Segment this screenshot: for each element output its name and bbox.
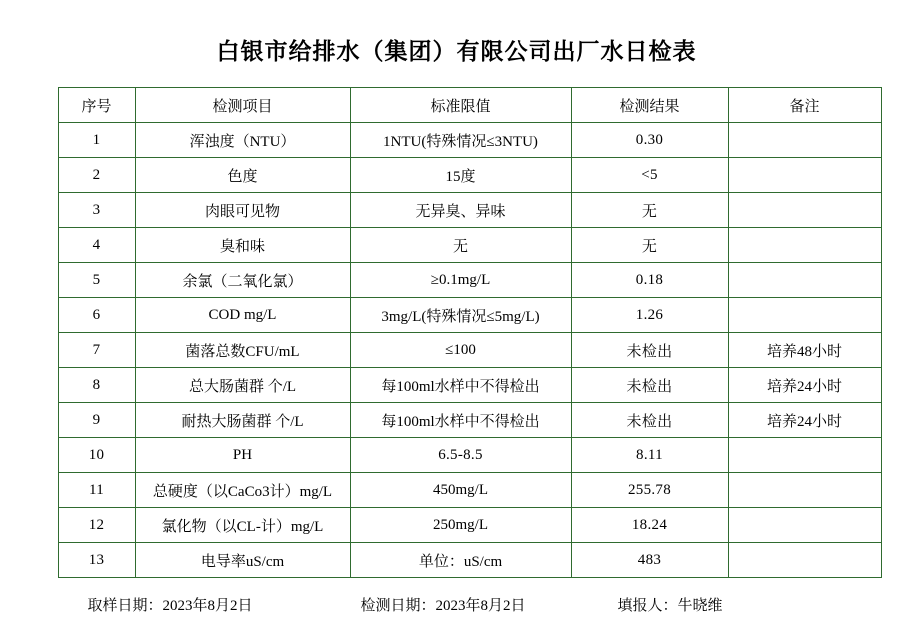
cell-no: 8 bbox=[58, 368, 135, 403]
cell-standard: 1NTU(特殊情况≤3NTU) bbox=[350, 123, 571, 158]
table-row bbox=[58, 298, 881, 333]
table-row bbox=[58, 263, 881, 298]
cell-item: 肉眼可见物 bbox=[135, 193, 350, 228]
cell-note bbox=[728, 508, 881, 543]
cell-item: 色度 bbox=[135, 158, 350, 193]
cell-result: 483 bbox=[571, 543, 728, 578]
cell-result: 未检出 bbox=[571, 368, 728, 403]
cell-note bbox=[728, 228, 881, 263]
cell-note bbox=[728, 123, 881, 158]
cell-no: 2 bbox=[58, 158, 135, 193]
cell-standard: 3mg/L(特殊情况≤5mg/L) bbox=[350, 298, 571, 333]
cell-note bbox=[728, 263, 881, 298]
cell-standard: 450mg/L bbox=[350, 473, 571, 508]
cell-result: 8.11 bbox=[571, 438, 728, 473]
cell-standard: ≤100 bbox=[350, 333, 571, 368]
cell-no: 11 bbox=[58, 473, 135, 508]
cell-result: 未检出 bbox=[571, 333, 728, 368]
cell-result: <5 bbox=[571, 158, 728, 193]
cell-result: 255.78 bbox=[571, 473, 728, 508]
cell-note bbox=[728, 543, 881, 578]
cell-note bbox=[728, 193, 881, 228]
cell-note bbox=[728, 158, 881, 193]
cell-item: COD mg/L bbox=[135, 298, 350, 333]
table-header bbox=[58, 88, 881, 123]
cell-standard: 250mg/L bbox=[350, 508, 571, 543]
cell-no: 4 bbox=[58, 228, 135, 263]
cell-no: 6 bbox=[58, 298, 135, 333]
cell-no: 3 bbox=[58, 193, 135, 228]
header-cell-result: 检测结果 bbox=[571, 88, 728, 123]
table-row bbox=[58, 403, 881, 438]
table-body bbox=[58, 123, 881, 578]
cell-standard: 无 bbox=[350, 228, 571, 263]
cell-standard: 每100ml水样中不得检出 bbox=[350, 403, 571, 438]
cell-no: 12 bbox=[58, 508, 135, 543]
cell-item: 氯化物（以CL-计）mg/L bbox=[135, 508, 350, 543]
cell-result: 18.24 bbox=[571, 508, 728, 543]
cell-result: 无 bbox=[571, 228, 728, 263]
cell-note bbox=[728, 438, 881, 473]
cell-item: 浑浊度（NTU） bbox=[135, 123, 350, 158]
cell-result: 0.30 bbox=[571, 123, 728, 158]
table-row bbox=[58, 333, 881, 368]
cell-standard: ≥0.1mg/L bbox=[350, 263, 571, 298]
cell-item: 总大肠菌群 个/L bbox=[135, 368, 350, 403]
sample-date: 取样日期：2023年8月2日 bbox=[87, 598, 253, 614]
header-cell-no: 序号 bbox=[58, 88, 135, 123]
cell-no: 1 bbox=[58, 123, 135, 158]
cell-item: 臭和味 bbox=[135, 228, 350, 263]
cell-item: 耐热大肠菌群 个/L bbox=[135, 403, 350, 438]
cell-note: 培养24小时 bbox=[728, 368, 881, 403]
cell-item: 总硬度（以CaCo3计）mg/L bbox=[135, 473, 350, 508]
cell-no: 7 bbox=[58, 333, 135, 368]
cell-note bbox=[728, 473, 881, 508]
cell-result: 未检出 bbox=[571, 403, 728, 438]
cell-note: 培养24小时 bbox=[728, 403, 881, 438]
cell-note: 培养48小时 bbox=[728, 333, 881, 368]
header-cell-standard: 标准限值 bbox=[350, 88, 571, 123]
cell-item: 余氯（二氧化氯） bbox=[135, 263, 350, 298]
cell-result: 0.18 bbox=[571, 263, 728, 298]
cell-no: 5 bbox=[58, 263, 135, 298]
cell-no: 13 bbox=[58, 543, 135, 578]
table-row bbox=[58, 123, 881, 158]
cell-item: 菌落总数CFU/mL bbox=[135, 333, 350, 368]
cell-standard: 无异臭、异味 bbox=[350, 193, 571, 228]
table-row bbox=[58, 508, 881, 543]
table-row bbox=[58, 158, 881, 193]
cell-item: PH bbox=[135, 438, 350, 473]
test-date: 检测日期：2023年8月2日 bbox=[360, 598, 526, 614]
page-title: 白银市给排水（集团）有限公司出厂水日检表 bbox=[216, 39, 697, 64]
document-footer bbox=[58, 594, 856, 615]
table-row bbox=[58, 543, 881, 578]
table-row bbox=[58, 193, 881, 228]
table-row bbox=[58, 438, 881, 473]
cell-standard: 单位：uS/cm bbox=[350, 543, 571, 578]
table-row bbox=[58, 368, 881, 403]
water-quality-report-table bbox=[58, 87, 882, 578]
table-row bbox=[58, 228, 881, 263]
cell-result: 1.26 bbox=[571, 298, 728, 333]
cell-no: 9 bbox=[58, 403, 135, 438]
table-header-row bbox=[58, 88, 881, 123]
cell-standard: 每100ml水样中不得检出 bbox=[350, 368, 571, 403]
header-cell-note: 备注 bbox=[728, 88, 881, 123]
cell-note bbox=[728, 298, 881, 333]
cell-standard: 15度 bbox=[350, 158, 571, 193]
cell-no: 10 bbox=[58, 438, 135, 473]
cell-result: 无 bbox=[571, 193, 728, 228]
cell-standard: 6.5-8.5 bbox=[350, 438, 571, 473]
header-cell-item: 检测项目 bbox=[135, 88, 350, 123]
filler-name: 填报人：牛晓维 bbox=[617, 598, 723, 614]
report-table-container bbox=[58, 87, 856, 578]
cell-item: 电导率uS/cm bbox=[135, 543, 350, 578]
table-row bbox=[58, 473, 881, 508]
